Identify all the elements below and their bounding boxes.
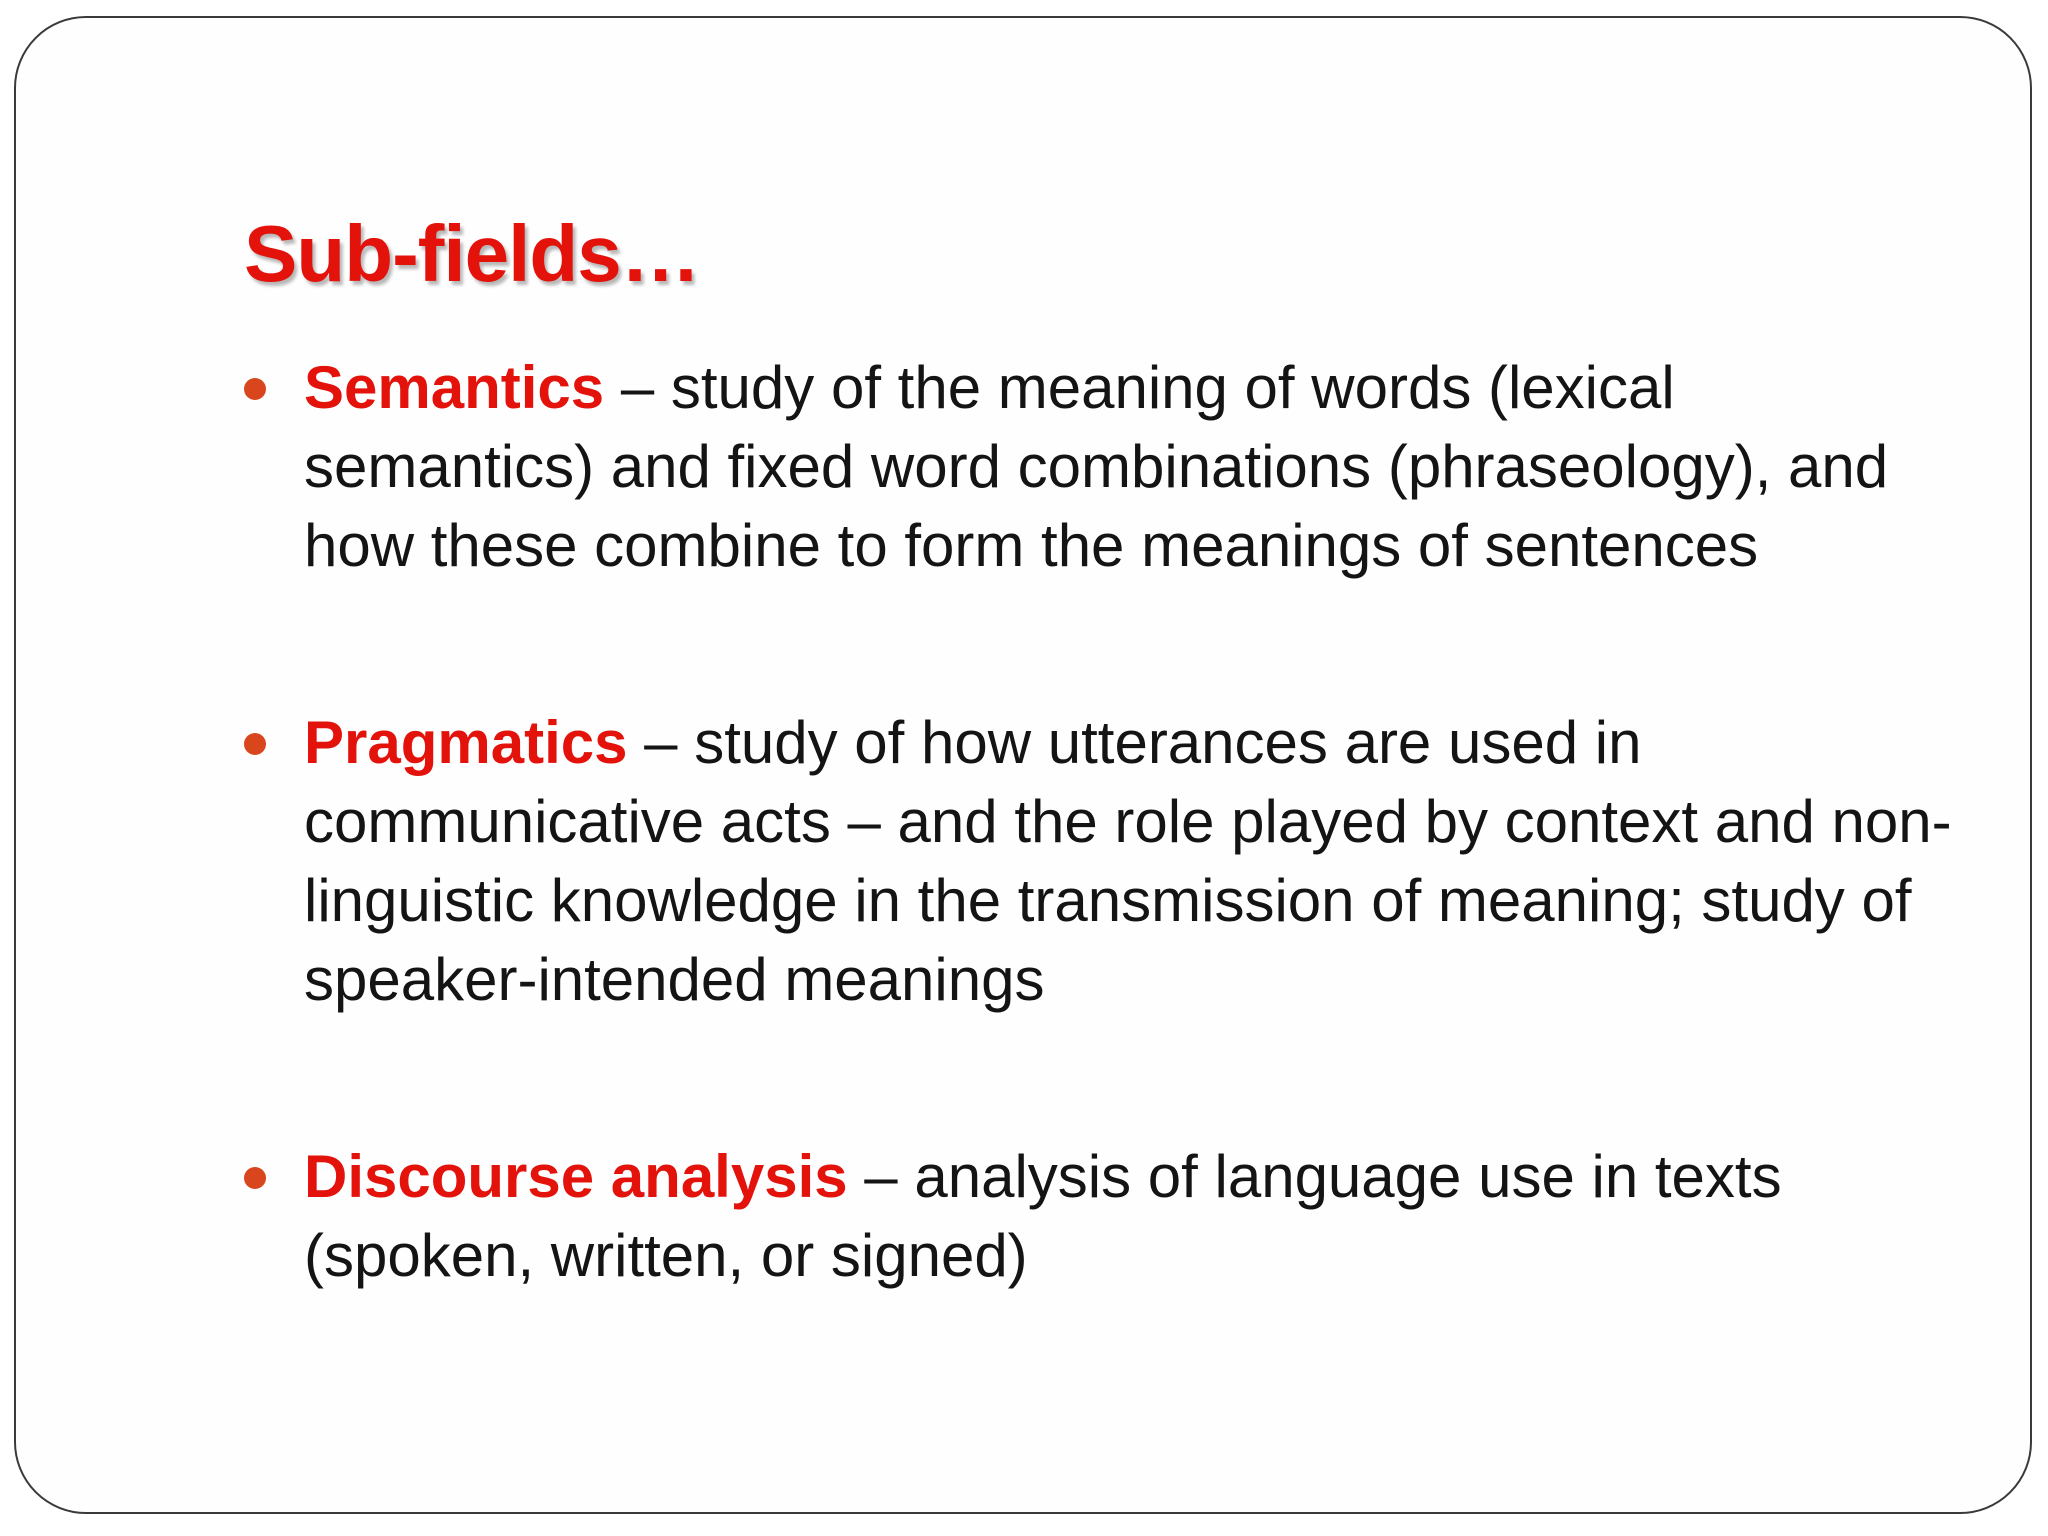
slide-frame xyxy=(14,16,2032,1514)
bullet-list xyxy=(244,348,1964,1295)
bullet-dot-icon xyxy=(244,378,266,400)
bullet-term: Discourse analysis xyxy=(304,1143,848,1210)
bullet-definition: – study of the meaning of words (lexical semantics) and fixed word combinations (phraseology), and how these combine to form the meanings of sentences xyxy=(304,354,1889,579)
bullet-item-semantics xyxy=(244,348,1964,585)
bullet-term: Semantics xyxy=(304,354,605,421)
bullet-item-discourse-analysis xyxy=(244,1137,1964,1295)
bullet-definition: – analysis of language use in texts (spoken, written, or signed) xyxy=(304,1143,1782,1289)
bullet-dot-icon xyxy=(244,733,266,755)
slide-title: Sub-fields… xyxy=(244,209,700,298)
bullet-term: Pragmatics xyxy=(304,709,628,776)
bullet-definition: – study of how utterances are used in communicative acts – and the role played by context and non-linguistic knowledge in the transmission of meaning; study of speaker-intended meanings xyxy=(304,709,1952,1013)
bullet-item-pragmatics xyxy=(244,703,1964,1019)
bullet-dot-icon xyxy=(244,1167,266,1189)
